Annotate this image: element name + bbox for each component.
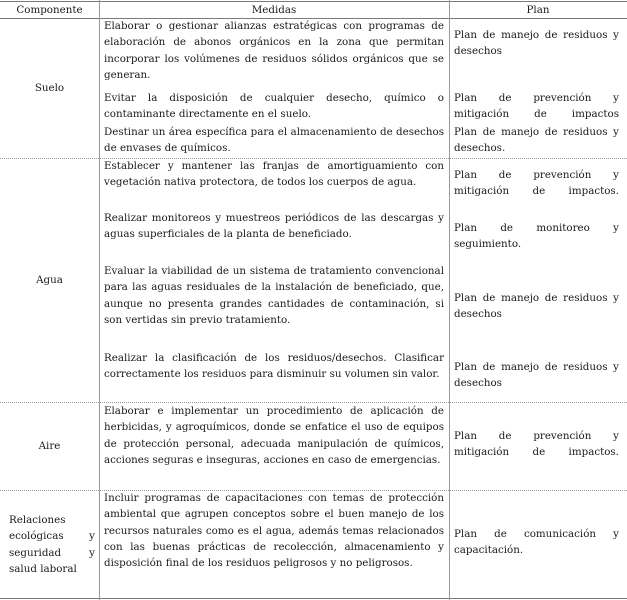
plan-text: Plan de manejo de residuos y desechos. [454, 126, 619, 155]
measure-text: Evitar la disposición de cualquier desecho, químico o contaminante directamente en el suelo. [104, 92, 444, 121]
measure-text: Realizar monitoreos y muestreos periódicos de las descargas y aguas superficiales de la planta de beneficiado. [104, 212, 444, 241]
plan-text: Plan de prevención y mitigación de impactos. [454, 169, 619, 198]
plan-text: Plan de manejo de residuos y desechos [454, 361, 619, 390]
plan-text: Plan de manejo de residuos y desechos [454, 29, 619, 58]
measure-text: Elaborar o gestionar alianzas estratégicas con programas de elaboración de abonos orgánicos en la zona que permitan incorporar los volúmenes de residuos sólidos orgánicos que se generan. [104, 20, 444, 81]
measure-text: Evaluar la viabilidad de un sistema de tratamiento convencional para las aguas residuales de la instalación de beneficiado, que, aunque no presenta grandes cantidades de contaminación, si son vertidas sin previo tratamiento. [104, 265, 444, 326]
plan-text: Plan de manejo de residuos y desechos [454, 292, 619, 321]
header-plan: Plan [526, 4, 550, 16]
measure-text: Elaborar e implementar un procedimiento de aplicación de herbicidas, y agroquímicos, donde se enfatice el uso de equipos de protección personal, adecuada manipulación de químicos, acciones seguras e inseguras, acciones en caso de emergencias. [104, 405, 444, 466]
measure-text: Destinar un área específica para el almacenamiento de desechos de envases de químicos. [104, 126, 444, 155]
component-aire: Aire [38, 440, 61, 453]
component-relaciones-label: Relaciones ecológicas y seguridad y salud laboral [9, 513, 95, 575]
plan-text: Plan de monitoreo y seguimiento. [454, 222, 619, 251]
table-bottom-rule [0, 598, 627, 599]
plan-text: Plan de prevención y mitigación de impactos [454, 92, 619, 121]
header-componente: Componente [16, 4, 83, 16]
plan-text: Plan de comunicación y capacitación. [454, 528, 619, 557]
header-medidas: Medidas [251, 4, 297, 16]
measure-text: Establecer y mantener las franjas de amortiguamiento con vegetación nativa protectora, de todos los cuerpos de agua. [104, 160, 444, 189]
measure-text: Realizar la clasificación de los residuos/desechos. Clasificar correctamente los residuos para disminuir su volumen sin valor. [104, 352, 444, 381]
component-agua: Agua [36, 274, 63, 287]
component-relaciones [0, 491, 99, 598]
component-suelo: Suelo [34, 82, 65, 95]
measure-text: Incluir programas de capacitaciones con temas de protección ambiental que agrupen conceptos sobre el buen manejo de los recursos naturales como es el agua, además temas relacionados con las buenas prácticas de recolección, almacenamiento y disposición final de los residuos peligrosos y no peligrosos. [104, 492, 444, 570]
plan-text: Plan de prevención y mitigación de impactos. [454, 430, 619, 459]
